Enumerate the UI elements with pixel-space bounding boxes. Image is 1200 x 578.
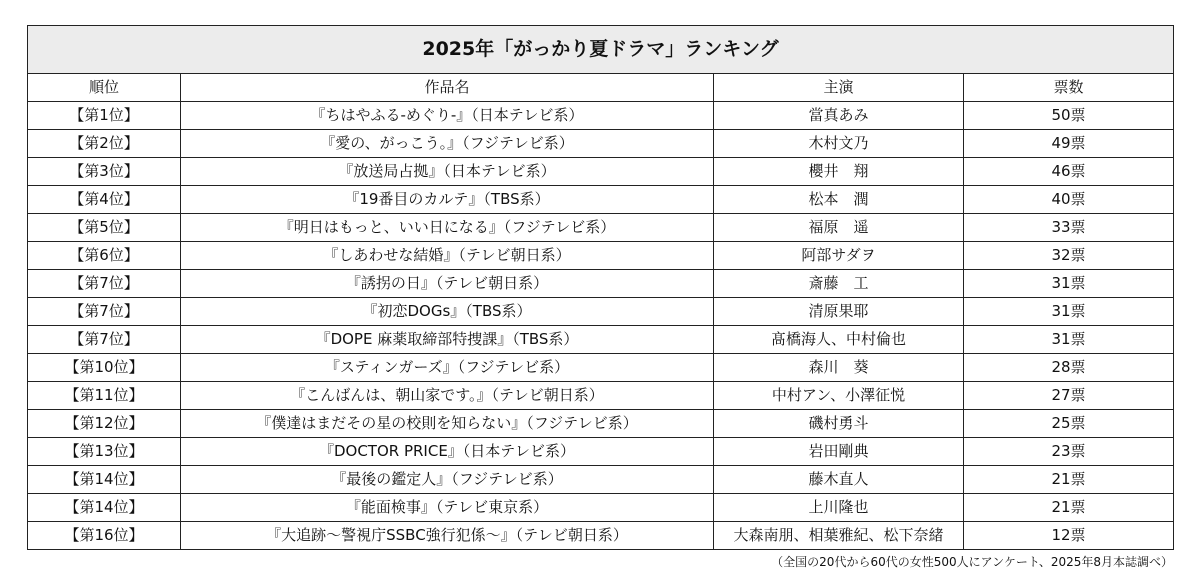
header-work: 作品名 bbox=[181, 74, 714, 102]
work-cell: 『誘拐の日』（テレビ朝日系） bbox=[181, 270, 714, 298]
votes-cell: 32票 bbox=[964, 242, 1174, 270]
votes-cell: 27票 bbox=[964, 382, 1174, 410]
rank-cell: 【第12位】 bbox=[28, 410, 181, 438]
table-row bbox=[28, 158, 1174, 186]
votes-cell: 31票 bbox=[964, 298, 1174, 326]
ranking-body bbox=[28, 102, 1174, 550]
lead-cell: 磯村勇斗 bbox=[714, 410, 964, 438]
votes-cell: 33票 bbox=[964, 214, 1174, 242]
rank-cell: 【第2位】 bbox=[28, 130, 181, 158]
lead-cell: 中村アン、小澤征悦 bbox=[714, 382, 964, 410]
votes-cell: 28票 bbox=[964, 354, 1174, 382]
votes-cell: 46票 bbox=[964, 158, 1174, 186]
rank-cell: 【第11位】 bbox=[28, 382, 181, 410]
table-row bbox=[28, 354, 1174, 382]
rank-cell: 【第1位】 bbox=[28, 102, 181, 130]
lead-cell: 福原 遥 bbox=[714, 214, 964, 242]
table-row bbox=[28, 242, 1174, 270]
lead-cell: 清原果耶 bbox=[714, 298, 964, 326]
survey-note: （全国の20代から60代の女性500人にアンケート、2025年8月本誌調べ） bbox=[771, 555, 1173, 569]
lead-cell: 岩田剛典 bbox=[714, 438, 964, 466]
ranking-container bbox=[27, 25, 1173, 550]
work-cell: 『僕達はまだその星の校則を知らない』（フジテレビ系） bbox=[181, 410, 714, 438]
table-row bbox=[28, 130, 1174, 158]
work-cell: 『19番目のカルテ』（TBS系） bbox=[181, 186, 714, 214]
work-cell: 『大追跡〜警視庁SSBC強行犯係〜』（テレビ朝日系） bbox=[181, 522, 714, 550]
lead-cell: 藤木直人 bbox=[714, 466, 964, 494]
work-cell: 『初恋DOGs』（TBS系） bbox=[181, 298, 714, 326]
lead-cell: 大森南朋、相葉雅紀、松下奈緒 bbox=[714, 522, 964, 550]
table-row bbox=[28, 438, 1174, 466]
header-lead: 主演 bbox=[714, 74, 964, 102]
votes-cell: 25票 bbox=[964, 410, 1174, 438]
table-row bbox=[28, 270, 1174, 298]
table-row bbox=[28, 410, 1174, 438]
rank-cell: 【第14位】 bbox=[28, 494, 181, 522]
table-row bbox=[28, 466, 1174, 494]
work-cell: 『DOCTOR PRICE』（日本テレビ系） bbox=[181, 438, 714, 466]
votes-cell: 31票 bbox=[964, 326, 1174, 354]
table-row bbox=[28, 326, 1174, 354]
lead-cell: 斎藤 工 bbox=[714, 270, 964, 298]
work-cell: 『こんばんは、朝山家です。』（テレビ朝日系） bbox=[181, 382, 714, 410]
lead-cell: 當真あみ bbox=[714, 102, 964, 130]
votes-cell: 40票 bbox=[964, 186, 1174, 214]
header-rank: 順位 bbox=[28, 74, 181, 102]
work-cell: 『愛の、がっこう。』（フジテレビ系） bbox=[181, 130, 714, 158]
rank-cell: 【第16位】 bbox=[28, 522, 181, 550]
rank-cell: 【第4位】 bbox=[28, 186, 181, 214]
table-row bbox=[28, 102, 1174, 130]
votes-cell: 49票 bbox=[964, 130, 1174, 158]
work-cell: 『ちはやふる-めぐり-』（日本テレビ系） bbox=[181, 102, 714, 130]
votes-cell: 12票 bbox=[964, 522, 1174, 550]
rank-cell: 【第13位】 bbox=[28, 438, 181, 466]
work-cell: 『明日はもっと、いい日になる』（フジテレビ系） bbox=[181, 214, 714, 242]
rank-cell: 【第7位】 bbox=[28, 326, 181, 354]
table-row bbox=[28, 298, 1174, 326]
rank-cell: 【第10位】 bbox=[28, 354, 181, 382]
rank-cell: 【第5位】 bbox=[28, 214, 181, 242]
table-row bbox=[28, 494, 1174, 522]
votes-cell: 23票 bbox=[964, 438, 1174, 466]
lead-cell: 櫻井 翔 bbox=[714, 158, 964, 186]
table-row bbox=[28, 186, 1174, 214]
table-row bbox=[28, 382, 1174, 410]
lead-cell: 上川隆也 bbox=[714, 494, 964, 522]
lead-cell: 木村文乃 bbox=[714, 130, 964, 158]
header-votes: 票数 bbox=[964, 74, 1174, 102]
work-cell: 『最後の鑑定人』（フジテレビ系） bbox=[181, 466, 714, 494]
work-cell: 『放送局占拠』（日本テレビ系） bbox=[181, 158, 714, 186]
lead-cell: 髙橋海人、中村倫也 bbox=[714, 326, 964, 354]
lead-cell: 阿部サダヲ bbox=[714, 242, 964, 270]
lead-cell: 松本 潤 bbox=[714, 186, 964, 214]
lead-cell: 森川 葵 bbox=[714, 354, 964, 382]
work-cell: 『スティンガーズ』（フジテレビ系） bbox=[181, 354, 714, 382]
rank-cell: 【第3位】 bbox=[28, 158, 181, 186]
header-row bbox=[28, 74, 1174, 102]
title-row bbox=[28, 26, 1174, 74]
votes-cell: 50票 bbox=[964, 102, 1174, 130]
work-cell: 『能面検事』（テレビ東京系） bbox=[181, 494, 714, 522]
ranking-table bbox=[27, 25, 1174, 550]
rank-cell: 【第7位】 bbox=[28, 298, 181, 326]
table-row bbox=[28, 214, 1174, 242]
table-title: 2025年「がっかり夏ドラマ」ランキング bbox=[28, 26, 1174, 74]
votes-cell: 21票 bbox=[964, 494, 1174, 522]
votes-cell: 21票 bbox=[964, 466, 1174, 494]
rank-cell: 【第7位】 bbox=[28, 270, 181, 298]
rank-cell: 【第6位】 bbox=[28, 242, 181, 270]
votes-cell: 31票 bbox=[964, 270, 1174, 298]
table-row bbox=[28, 522, 1174, 550]
work-cell: 『DOPE 麻薬取締部特捜課』（TBS系） bbox=[181, 326, 714, 354]
rank-cell: 【第14位】 bbox=[28, 466, 181, 494]
work-cell: 『しあわせな結婚』（テレビ朝日系） bbox=[181, 242, 714, 270]
